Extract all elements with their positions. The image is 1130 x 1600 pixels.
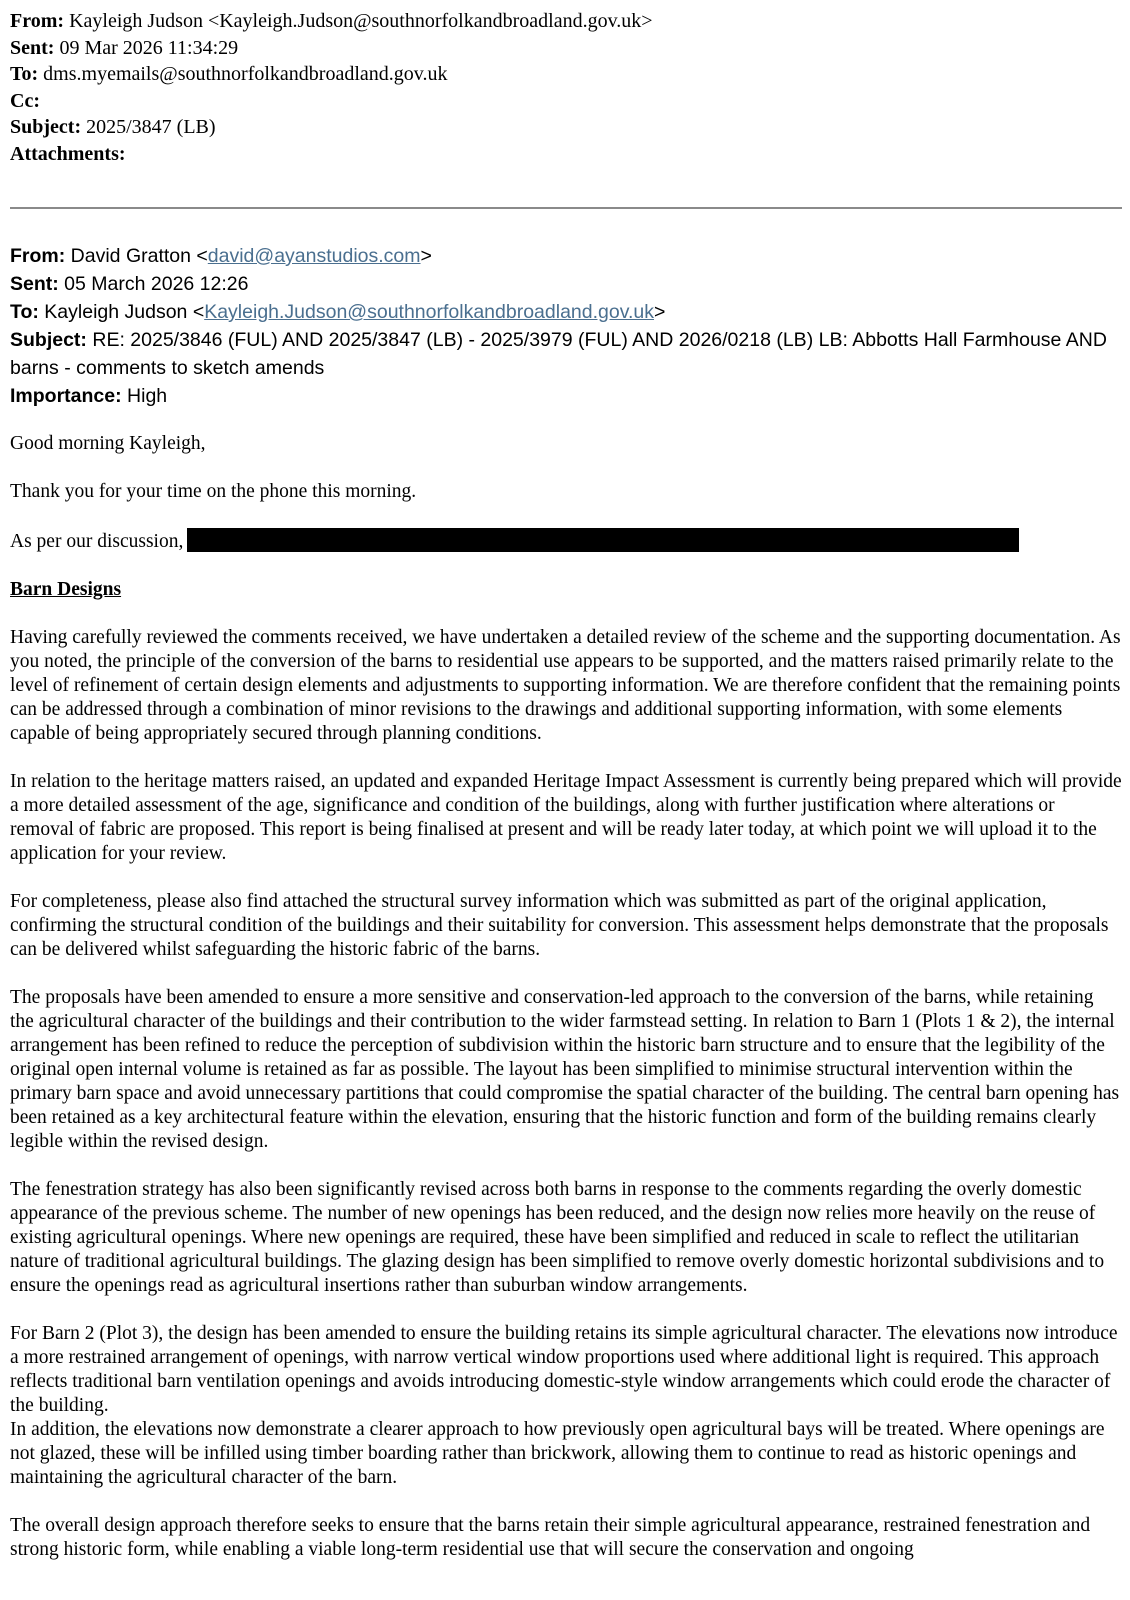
inner-subject-label: Subject: <box>10 329 87 351</box>
outer-subject-row <box>10 114 1122 141</box>
outer-sent-value: 09 Mar 2026 11:34:29 <box>59 36 239 59</box>
discussion-intro: As per our discussion, <box>10 531 184 552</box>
inner-from-name: David Gratton < <box>70 245 208 267</box>
outer-to-row <box>10 61 1122 88</box>
outer-subject-value: 2025/3847 (LB) <box>86 116 216 138</box>
inner-sent-row <box>10 270 1122 298</box>
inner-importance-row <box>10 382 1122 410</box>
outer-sent-row <box>10 35 1122 62</box>
body-paragraph: The overall design approach therefore seeks to ensure that the barns retain their simple agricultural appearance, restrained fenestration and strong historic form, while enabling a viable long-term residential use that will secure the conservation and ongoing <box>10 1515 1091 1560</box>
recipient-email-link[interactable]: Kayleigh.Judson@southnorfolkandbroadland.gov.uk <box>204 301 655 323</box>
inner-from-label: From: <box>10 245 66 267</box>
inner-sent-label: Sent: <box>10 273 59 295</box>
outer-cc-label: Cc: <box>10 89 40 112</box>
outer-to-label: To: <box>10 63 39 85</box>
outer-sent-label: Sent: <box>10 36 55 59</box>
inner-to-label: To: <box>10 301 39 323</box>
sender-email-link[interactable]: david@ayanstudios.com <box>207 245 421 267</box>
inner-from-row <box>10 242 1122 270</box>
outer-email-header <box>10 8 1122 167</box>
outer-from-row <box>10 8 1122 35</box>
inner-importance-value: High <box>127 385 168 407</box>
header-divider <box>10 207 1122 209</box>
thanks-line: Thank you for your time on the phone this morning. <box>10 481 417 502</box>
outer-subject-label: Subject: <box>10 116 82 138</box>
outer-cc-row <box>10 88 1122 115</box>
outer-attachments-label: Attachments: <box>10 142 126 165</box>
section-heading: Barn Designs <box>10 579 122 600</box>
body-paragraph: In relation to the heritage matters raised, an updated and expanded Heritage Impact Assessment is currently being prepared which will provide a more detailed assessment of the age, significance and condition of the buildings, along with further justification where alterations or removal of fabric are proposed. This report is being finalised at present and will be ready later today, at which point we will upload it to the application for your review. <box>10 771 1122 864</box>
outer-from-label: From: <box>10 10 65 32</box>
body-paragraph: In addition, the elevations now demonstrate a clearer approach to how previously open agricultural bays will be treated. Where openings are not glazed, these will be infilled using timber boarding rather than brickwork, allowing them to continue to read as historic openings and maintaining the agricultural character of the barn. <box>10 1419 1105 1488</box>
outer-to-value: dms.myemails@southnorfolkandbroadland.gov.uk <box>43 63 448 85</box>
inner-importance-label: Importance: <box>10 385 122 407</box>
body-paragraph: For completeness, please also find attached the structural survey information which was submitted as part of the original application, confirming the structural condition of the buildings and their suitability for conversion. This assessment helps demonstrate that the proposals can be delivered whilst safeguarding the historic fabric of the barns. <box>10 891 1109 960</box>
inner-to-close: > <box>654 301 666 323</box>
email-body <box>10 432 1122 1586</box>
outer-from-value: Kayleigh Judson <Kayleigh.Judson@southnorfolkandbroadland.gov.uk> <box>69 10 653 32</box>
body-paragraph: The proposals have been amended to ensure a more sensitive and conservation-led approach to the conversion of the barns, while retaining the agricultural character of the buildings and their contribution to the wider farmstead setting. In relation to Barn 1 (Plots 1 & 2), the internal arrangement has been refined to reduce the perception of subdivision within the historic barn structure and to ensure that the legibility of the original open internal volume is retained as far as possible. The layout has been simplified to minimise structural intervention within the primary barn space and avoid unnecessary partitions that could compromise the spatial character of the building. The central barn opening has been retained as a key architectural feature within the elevation, ensuring that the historic function and form of the building remains clearly legible within the revised design. <box>10 987 1120 1152</box>
inner-subject-row <box>10 326 1122 382</box>
inner-to-row <box>10 298 1122 326</box>
greeting: Good morning Kayleigh, <box>10 433 206 454</box>
redaction-bar <box>187 528 1019 552</box>
outer-attachments-row <box>10 141 1122 168</box>
inner-subject-value: RE: 2025/3846 (FUL) AND 2025/3847 (LB) - 2025/3979 (FUL) AND 2026/0218 (LB) LB: Abbotts Hall Farmhouse AND barns - comments to sketch amends <box>10 329 1107 379</box>
inner-email-header <box>10 242 1122 410</box>
inner-from-close: > <box>420 245 432 267</box>
inner-to-name: Kayleigh Judson < <box>44 301 205 323</box>
discussion-line <box>10 528 1122 554</box>
body-paragraph: For Barn 2 (Plot 3), the design has been amended to ensure the building retains its simple agricultural character. The elevations now introduce a more restrained arrangement of openings, with narrow vertical window proportions used where additional light is required. This approach reflects traditional barn ventilation openings and avoids introducing domestic-style window arrangements which could erode the character of the building. <box>10 1323 1118 1416</box>
inner-sent-value: 05 March 2026 12:26 <box>64 273 249 295</box>
body-paragraph: Having carefully reviewed the comments received, we have undertaken a detailed review of the scheme and the supporting documentation. As you noted, the principle of the conversion of the barns to residential use appears to be supported, and the matters raised primarily relate to the level of refinement of certain design elements and adjustments to supporting information. We are therefore confident that the remaining points can be addressed through a combination of minor revisions to the drawings and additional supporting information, with some elements capable of being appropriately secured through planning conditions. <box>10 627 1121 744</box>
body-paragraph: The fenestration strategy has also been significantly revised across both barns in response to the comments regarding the overly domestic appearance of the previous scheme. The number of new openings has been reduced, and the design now relies more heavily on the reuse of existing agricultural openings. Where new openings are required, these have been simplified and reduced in scale to reflect the utilitarian nature of traditional agricultural buildings. The glazing design has been simplified to remove overly domestic horizontal subdivisions and to ensure the openings read as agricultural insertions rather than suburban window arrangements. <box>10 1179 1105 1296</box>
